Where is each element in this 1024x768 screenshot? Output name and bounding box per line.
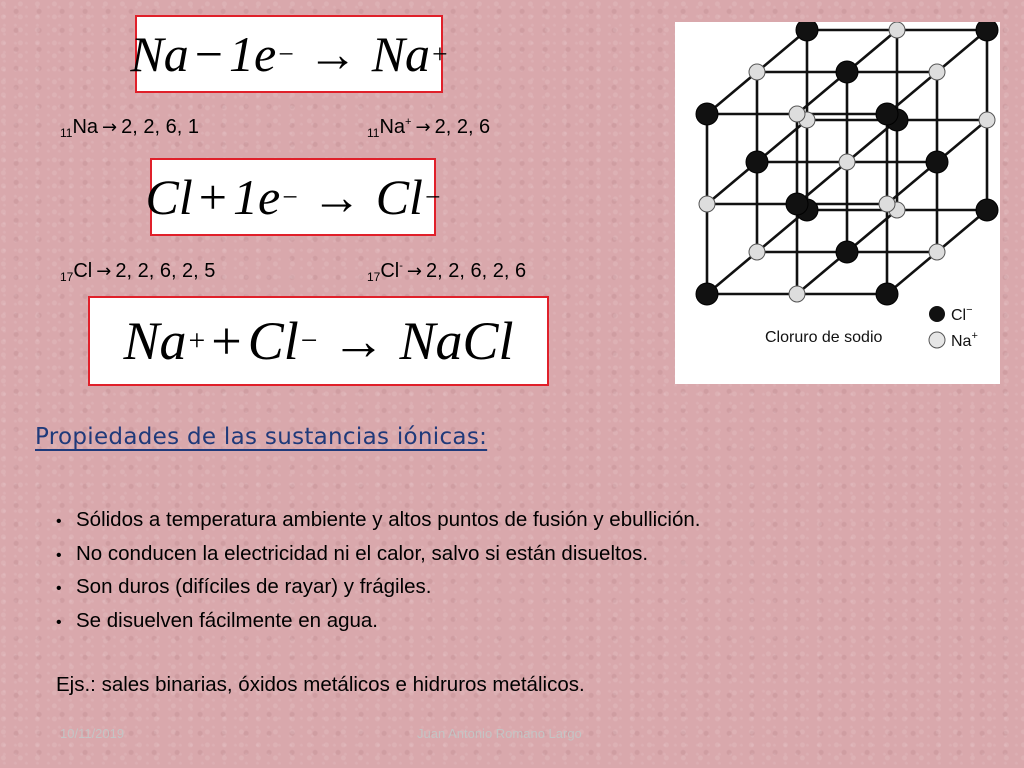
config-na-ion-symbol: Na [379, 116, 406, 138]
eq3-lhs: Na [123, 311, 187, 371]
na-ion-atom [839, 154, 855, 170]
crystal-caption: Cloruro de sodio [765, 329, 883, 346]
config-na-ion [367, 116, 490, 140]
eq3-rhs: NaCl [399, 311, 514, 371]
config-cl-z: 17 [60, 270, 74, 284]
eq2-plus: + [198, 169, 227, 225]
config-cl-ion [367, 260, 526, 284]
na-ion-atom [929, 244, 945, 260]
list-item [56, 604, 700, 638]
footer-author: Juan Antonio Romano Largo [417, 726, 582, 741]
cl-ion-atom [926, 151, 948, 173]
na-ion-atom [749, 244, 765, 260]
config-na-ion-charge: + [405, 116, 412, 128]
cl-ion-atom [746, 151, 768, 173]
na-ion-atom [699, 196, 715, 212]
config-cl-value: 2, 2, 6, 2, 5 [115, 260, 216, 282]
eq1-arrow: → [307, 26, 358, 82]
eq1-electron: 1e [228, 26, 277, 82]
list-item [56, 537, 700, 571]
eq3-mid: Cl [247, 311, 299, 371]
config-cl-ion-arrow: → [406, 261, 423, 282]
equation-nacl-formation [88, 296, 549, 386]
eq2-rhs: Cl [375, 169, 423, 225]
cl-ion-atom [876, 283, 898, 305]
eq1-rhs: Na [371, 26, 431, 82]
cl-ion-atom [976, 22, 998, 41]
property-text: Son duros (difíciles de rayar) y frágiles. [76, 575, 432, 598]
cl-ion-atom [696, 103, 718, 125]
cl-ion-atom [976, 199, 998, 221]
eq2-electron: 1e [232, 169, 281, 225]
na-ion-atom [879, 196, 895, 212]
equation-sodium-oxidation [130, 15, 448, 93]
config-cl-ion-value: 2, 2, 6, 2, 6 [426, 260, 527, 282]
config-cl-ion-symbol: Cl [380, 260, 400, 282]
bullet: • [56, 546, 62, 564]
cl-ion-atom [836, 61, 858, 83]
eq3-arrow: → [331, 311, 386, 371]
equation-chlorine-reduction [145, 158, 441, 236]
legend-na-dot [929, 332, 945, 348]
config-na-ion-z: 11 [367, 126, 380, 140]
eq2-arrow: → [311, 169, 362, 225]
cl-ion-atom [876, 103, 898, 125]
na-ion-atom [789, 106, 805, 122]
eq3-lhs-charge: + [188, 324, 206, 357]
eq1-rhs-charge: + [432, 38, 448, 69]
cl-ion-atom [836, 241, 858, 263]
cl-ion-atom [696, 283, 718, 305]
properties-list [56, 503, 700, 637]
eq2-electron-charge: − [282, 181, 298, 212]
eq1-electron-charge: − [278, 38, 294, 69]
property-text: Se disuelven fácilmente en agua. [76, 608, 379, 632]
eq3-plus: + [211, 311, 242, 371]
eq2-lhs: Cl [145, 169, 193, 225]
lattice-atoms [696, 22, 998, 305]
na-ion-atom [749, 64, 765, 80]
config-cl-arrow: → [96, 261, 112, 282]
examples-text: Ejs.: sales binarias, óxidos metálicos e hidruros metálicos. [56, 673, 585, 696]
config-na-ion-value: 2, 2, 6 [434, 116, 491, 138]
property-text: No conducen la electricidad ni el calor, salvo si están disueltos. [76, 541, 649, 565]
na-ion-atom [889, 22, 905, 38]
na-ion-atom [789, 286, 805, 302]
nacl-crystal-figure [675, 22, 1000, 384]
config-na-symbol: Na [72, 116, 99, 138]
properties-heading: Propiedades de las sustancias iónicas: [35, 424, 488, 450]
config-cl-symbol: Cl [73, 260, 93, 282]
footer-date: 10/11/2019 [60, 726, 125, 741]
config-na-ion-arrow: → [415, 117, 431, 138]
config-na-arrow: → [102, 117, 118, 138]
config-cl-ion-z: 17 [367, 270, 381, 284]
eq2-rhs-charge: − [424, 181, 441, 212]
na-ion-atom [929, 64, 945, 80]
list-item [56, 570, 700, 604]
config-na-z: 11 [60, 126, 73, 140]
bullet: • [56, 613, 62, 631]
config-na [60, 116, 199, 140]
config-cl-ion-charge: - [399, 260, 403, 272]
config-na-value: 2, 2, 6, 1 [121, 116, 199, 138]
cl-ion-atom [796, 22, 818, 41]
legend-na-label: Na+ [951, 330, 978, 350]
config-cl [60, 260, 215, 284]
property-text: Sólidos a temperatura ambiente y altos puntos de fusión y ebullición. [76, 508, 701, 531]
bullet: • [56, 513, 62, 530]
list-item [56, 503, 700, 537]
eq3-mid-charge: − [300, 324, 318, 357]
nacl-lattice-diagram [675, 22, 1000, 384]
bullet: • [56, 580, 62, 597]
legend-cl-dot [929, 306, 945, 322]
legend-cl-label: Cl− [951, 304, 973, 324]
eq1-minus: − [194, 26, 223, 82]
cl-ion-atom [786, 193, 808, 215]
eq1-lhs: Na [130, 26, 189, 82]
na-ion-atom [979, 112, 995, 128]
